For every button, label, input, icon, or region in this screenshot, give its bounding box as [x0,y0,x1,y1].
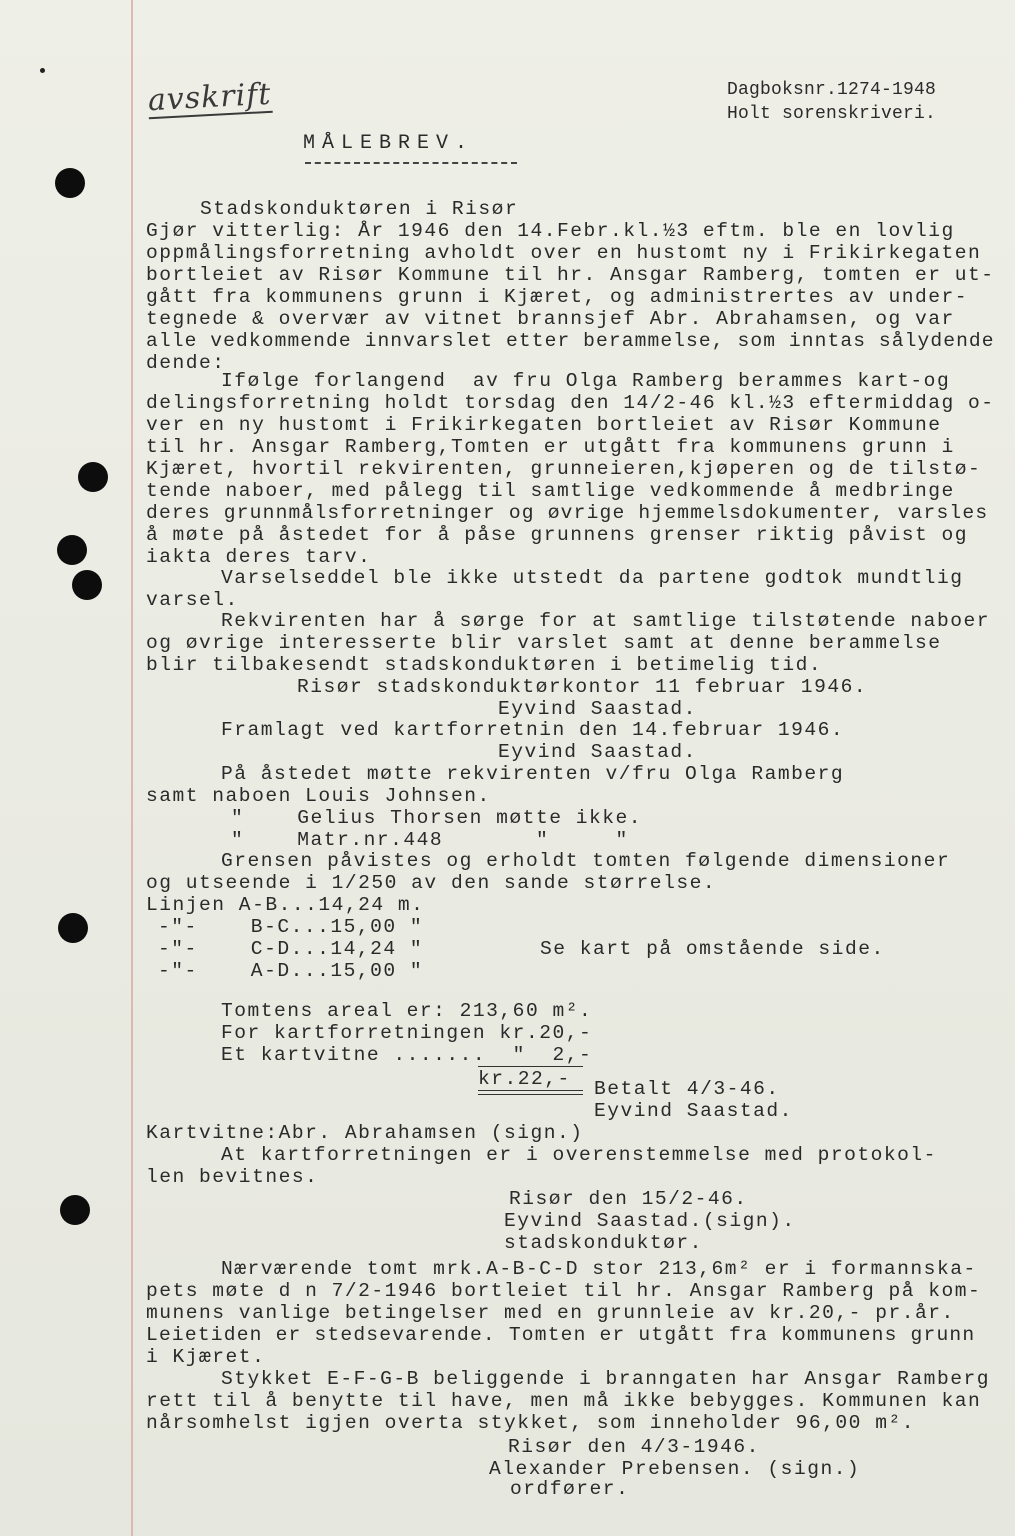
text-line: oppmålingsforretning avholdt over en hustomt ny i Frikirkegaten [146,242,982,264]
dimension-line: Linjen A-B...14,24 m. [146,894,425,916]
text-line: Risør stadskonduktørkontor 11 februar 1946. [297,676,868,698]
text-line: munens vanlige betingelser med en grunnleie av kr.20,- pr.år. [146,1302,955,1324]
dimension-line: -"- A-D...15,00 " [158,960,424,982]
text-line: å møte på åstedet for å påse grunnens grenser riktig påvist og [146,524,969,546]
text-line: Ifølge forlangend av fru Olga Ramberg berammes kart-og [221,370,951,392]
punch-hole [55,168,85,198]
text-line: alle vedkommende innvarslet etter berammelse, som inntas sålydende [146,330,995,352]
text-line: samt naboen Louis Johnsen. [146,785,491,807]
dimension-line: -"- C-D...14,24 " [158,938,424,960]
court-office: Holt sorenskriveri. [727,104,937,124]
map-reference: Se kart på omstående side. [540,938,885,960]
punch-hole [57,535,87,565]
text-line: Stykket E-F-G-B beliggende i branngaten har Ansgar Ramberg [221,1368,990,1390]
fee-line: Et kartvitne ....... " 2,- [221,1044,593,1066]
speck [40,68,45,73]
text-line: delingsforretning holdt torsdag den 14/2-46 kl.½3 eftermiddag o- [146,392,995,414]
text-line: ver en ny hustomt i Frikirkegaten bortleiet av Risør Kommune [146,414,942,436]
signature-line: Eyvind Saastad. [594,1100,793,1122]
fee-line: For kartforretningen kr.20,- [221,1022,593,1044]
text-line: Eyvind Saastad. [498,741,697,763]
text-line: i Kjæret. [146,1346,266,1368]
text-line: iakta deres tarv. [146,546,372,568]
text-line: Stadskonduktøren i Risør [200,198,519,220]
text-line: bortleiet av Risør Kommune til hr. Ansgar Ramberg, tomten er ut- [146,264,995,286]
text-line: Kartvitne:Abr. Abrahamsen (sign.) [146,1122,584,1144]
signature-line: Alexander Prebensen. (sign.) [489,1458,861,1480]
text-line: deres grunnmålsforretninger og øvrige hjemmelsdokumenter, varsles [146,502,989,524]
fee-total: kr.22,- [478,1068,571,1090]
place-date: Risør den 15/2-46. [509,1188,748,1210]
text-line: Varselseddel ble ikke utstedt da partene godtok mundtlig [221,567,964,589]
sum-rule [478,1094,583,1095]
payment-note: Betalt 4/3-46. [594,1078,780,1100]
document-title: MÅLEBREV. [303,132,475,155]
signature-title: stadskonduktør. [504,1232,703,1254]
text-line: og utseende i 1/250 av den sande størrelse. [146,872,717,894]
area-line: Tomtens areal er: 213,60 m². [221,1000,593,1022]
margin-rule [131,0,133,1536]
text-line: Grensen påvistes og erholdt tomten følgende dimensioner [221,850,951,872]
text-line: dende: [146,352,226,374]
dimension-line: -"- B-C...15,00 " [158,916,424,938]
text-line: rett til å benytte til have, men må ikke bebygges. Kommunen kan [146,1390,982,1412]
text-line: Leietiden er stedsevarende. Tomten er utgått fra kommunens grunn [146,1324,976,1346]
copy-stamp: avskrift [147,76,273,119]
title-underline [305,162,517,164]
place-date: Risør den 4/3-1946. [508,1436,760,1458]
text-line: len bevitnes. [146,1166,319,1188]
sum-rule [478,1090,583,1091]
punch-hole [58,913,88,943]
text-line: På åstedet møtte rekvirenten v/fru Olga Ramberg [221,763,845,785]
text-line: At kartforretningen er i overenstemmelse med protokol- [221,1144,937,1166]
text-line: blir tilbakesendt stadskonduktøren i betimelig tid. [146,654,823,676]
signature-title: ordfører. [510,1478,630,1500]
text-line: " Gelius Thorsen møtte ikke. [231,807,643,829]
text-line: varsel. [146,589,239,611]
journal-number: Dagboksnr.1274-1948 [727,80,937,100]
punch-hole [72,570,102,600]
text-line: " Matr.nr.448 " " [231,829,629,851]
sum-rule [478,1066,583,1067]
text-line: og øvrige interesserte blir varslet samt at denne berammelse [146,632,942,654]
text-line: Gjør vitterlig: År 1946 den 14.Febr.kl.½3 eftm. ble en lovlig [146,220,955,242]
text-line: Eyvind Saastad. [498,698,697,720]
text-line: til hr. Ansgar Ramberg,Tomten er utgått fra kommunens grunn i [146,436,955,458]
punch-hole [60,1195,90,1225]
text-line: tende naboer, med pålegg til samtlige vedkommende å medbringe [146,480,955,502]
text-line: Rekvirenten har å sørge for at samtlige tilstøtende naboer [221,610,990,632]
text-line: Framlagt ved kartforretnin den 14.februar 1946. [221,719,845,741]
punch-hole [78,462,108,492]
text-line: pets møte d n 7/2-1946 bortleiet til hr. Ansgar Ramberg på kom- [146,1280,982,1302]
text-line: tegnede & overvær av vitnet brannsjef Abr. Abrahamsen, og var [146,308,955,330]
text-line: Nærværende tomt mrk.A-B-C-D stor 213,6m² er i formannska- [221,1258,977,1280]
signature-line: Eyvind Saastad.(sign). [504,1210,796,1232]
text-line: gått fra kommunens grunn i Kjæret, og administrertes av under- [146,286,969,308]
text-line: Kjæret, hvortil rekvirenten, grunneieren,kjøperen og de tilstø- [146,458,982,480]
text-line: nårsomhelst igjen overta stykket, som inneholder 96,00 m². [146,1412,915,1434]
